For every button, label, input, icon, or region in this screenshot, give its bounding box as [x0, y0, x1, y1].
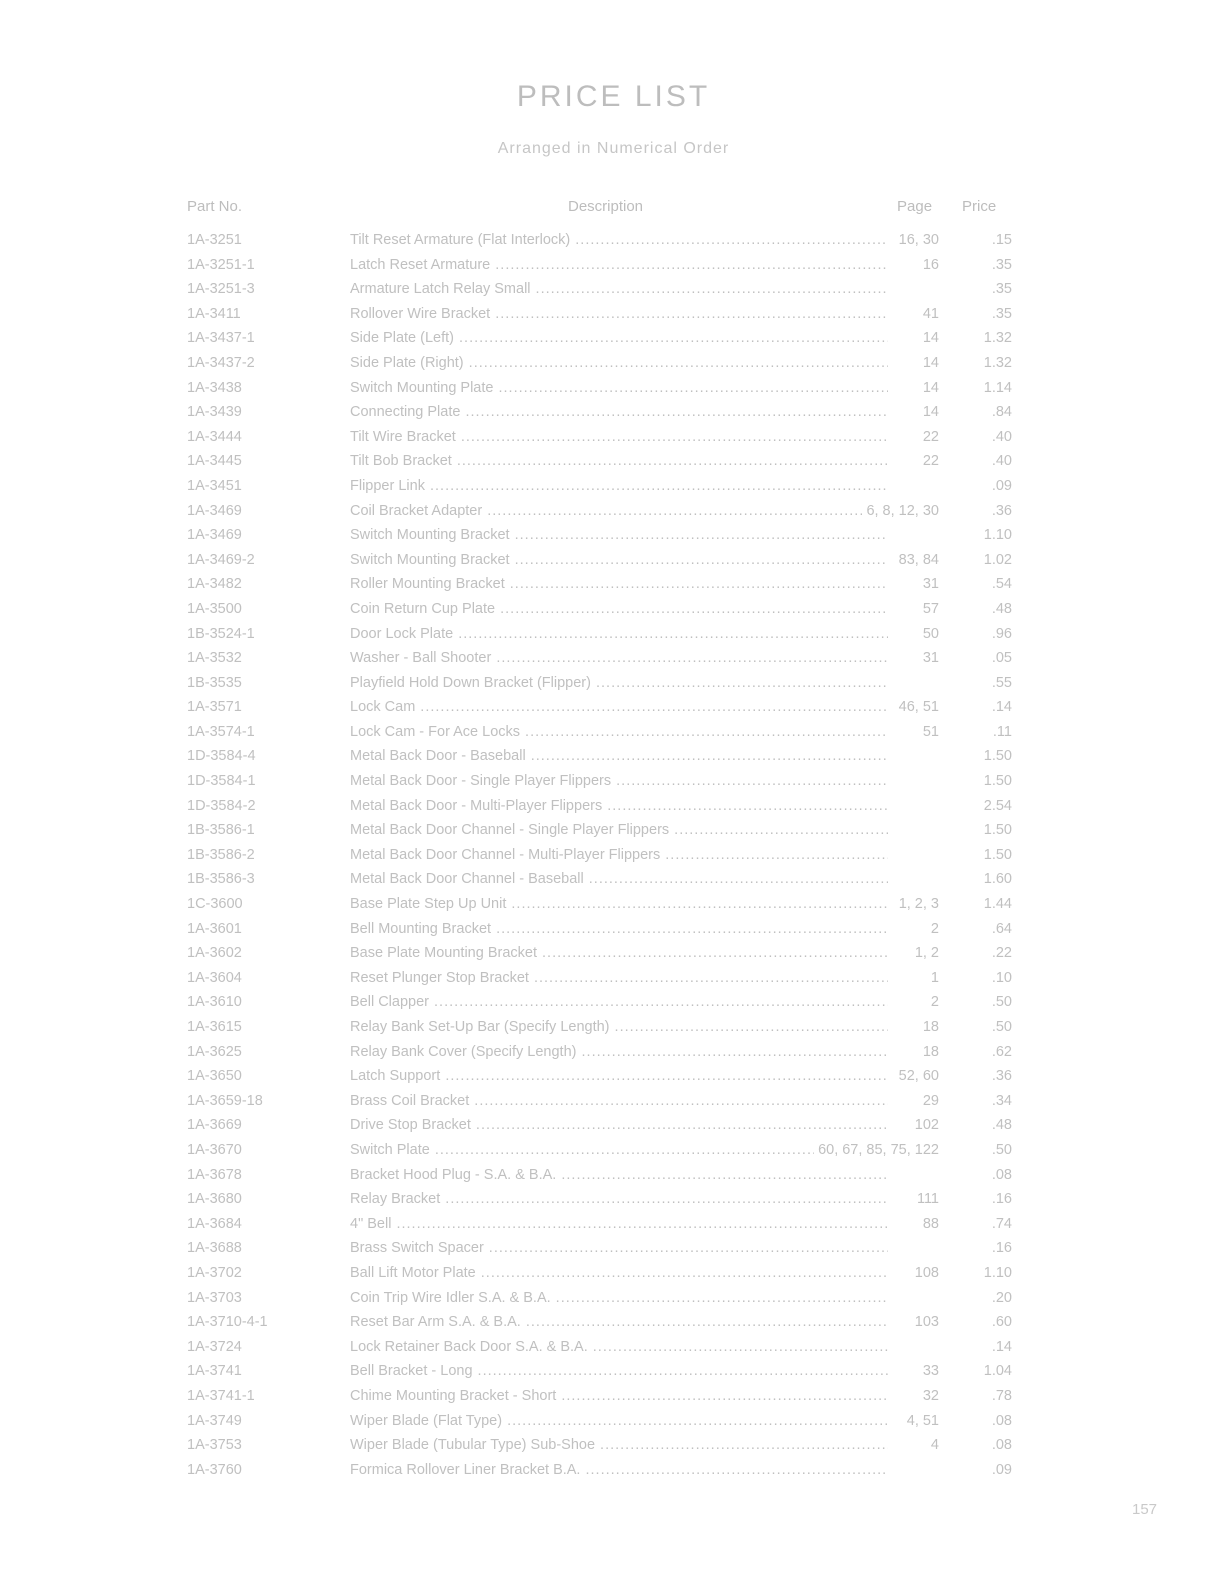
- part-price: .78: [991, 1387, 1012, 1404]
- part-number: 1B-3524-1: [187, 625, 255, 642]
- part-number: 1B-3586-3: [187, 871, 255, 888]
- part-description: Metal Back Door - Multi-Player Flippers .....: [350, 798, 888, 814]
- part-price: .50: [991, 994, 1012, 1011]
- part-price: .50: [991, 1019, 1012, 1035]
- table-row: [0, 355, 1227, 380]
- part-price: .09: [991, 1461, 1012, 1478]
- table-row: [0, 306, 1227, 331]
- part-description: Latch Reset Armature .....: [350, 257, 888, 273]
- table-row: [0, 281, 1227, 306]
- table-row: [0, 822, 1227, 847]
- page-reference: 29: [919, 1093, 939, 1109]
- table-row: [0, 503, 1227, 528]
- part-number: 1A-3724: [187, 1338, 242, 1355]
- table-row: [0, 1388, 1227, 1413]
- page-reference: 41: [919, 306, 939, 322]
- part-number: 1A-3680: [187, 1191, 242, 1208]
- page-reference: 6, 8, 12, 30: [862, 503, 939, 519]
- table-row: [0, 1191, 1227, 1216]
- part-number: 1A-3482: [187, 576, 242, 593]
- table-row: [0, 994, 1227, 1019]
- part-number: 1A-3532: [187, 650, 242, 667]
- part-description: Tilt Bob Bracket .....: [350, 453, 888, 469]
- part-number: 1A-3438: [187, 379, 242, 396]
- part-price: .05: [991, 650, 1012, 667]
- column-header-page: Page: [897, 198, 933, 215]
- part-number: 1A-3703: [187, 1289, 242, 1306]
- table-row: [0, 1068, 1227, 1093]
- part-description: Ball Lift Motor Plate .....: [350, 1265, 888, 1281]
- part-price: .62: [991, 1043, 1012, 1060]
- part-description: Base Plate Step Up Unit .....: [350, 896, 888, 912]
- table-row: [0, 1117, 1227, 1142]
- part-description: Lock Retainer Back Door S.A. & B.A. .....: [350, 1339, 888, 1355]
- part-description: Connecting Plate .....: [350, 404, 888, 420]
- part-description: Switch Mounting Plate .....: [350, 380, 888, 396]
- part-description: Metal Back Door Channel - Multi-Player Flippers .....: [350, 847, 888, 863]
- part-price: .08: [991, 1412, 1012, 1429]
- part-number: 1A-3615: [187, 1019, 242, 1035]
- part-description: Wiper Blade (Flat Type) .....: [350, 1413, 888, 1429]
- part-description: Formica Rollover Liner Bracket B.A. .....: [350, 1462, 888, 1478]
- table-row: [0, 552, 1227, 577]
- part-number: 1A-3749: [187, 1412, 242, 1429]
- part-number: 1A-3469: [187, 502, 242, 519]
- part-number: 1D-3584-2: [187, 797, 256, 814]
- table-row: [0, 650, 1227, 675]
- page-number: 157: [1132, 1501, 1158, 1518]
- part-price: .48: [991, 600, 1012, 617]
- part-description: Rollover Wire Bracket .....: [350, 306, 888, 322]
- part-description: Side Plate (Left) .....: [350, 330, 888, 346]
- part-price: .34: [991, 1092, 1012, 1109]
- page-reference: 2: [927, 994, 939, 1010]
- part-number: 1A-3710-4-1: [187, 1314, 268, 1331]
- page-reference: 46, 51: [895, 699, 939, 715]
- table-row: [0, 330, 1227, 355]
- price-list-table: [0, 232, 1227, 1486]
- part-number: 1A-3760: [187, 1461, 242, 1478]
- part-number: 1A-3500: [187, 600, 242, 617]
- page-reference: 57: [919, 601, 939, 617]
- part-description: Armature Latch Relay Small .....: [350, 281, 888, 297]
- part-number: 1A-3669: [187, 1117, 242, 1134]
- table-row: [0, 921, 1227, 946]
- part-description: Switch Mounting Bracket .....: [350, 552, 888, 568]
- part-description: Flipper Link .....: [350, 478, 888, 494]
- part-description: Reset Plunger Stop Bracket .....: [350, 970, 888, 986]
- table-row: [0, 1437, 1227, 1462]
- part-number: 1B-3535: [187, 674, 242, 691]
- part-number: 1A-3251-1: [187, 256, 255, 273]
- part-price: .55: [991, 674, 1012, 691]
- page-reference: 14: [919, 355, 939, 371]
- page-reference: 103: [911, 1314, 939, 1330]
- page-reference: 1: [927, 970, 939, 986]
- part-number: 1A-3445: [187, 453, 242, 470]
- part-number: 1B-3586-1: [187, 822, 255, 839]
- page-reference: 18: [919, 1019, 939, 1035]
- part-description: Chime Mounting Bracket - Short .....: [350, 1388, 888, 1404]
- part-number: 1A-3702: [187, 1264, 242, 1281]
- part-description: Switch Plate .....: [350, 1142, 888, 1158]
- table-row: [0, 429, 1227, 454]
- part-description: Wiper Blade (Tubular Type) Sub-Shoe .....: [350, 1437, 888, 1453]
- table-row: [0, 232, 1227, 257]
- part-description: Brass Coil Bracket .....: [350, 1093, 888, 1109]
- part-number: 1A-3670: [187, 1141, 242, 1158]
- part-number: 1A-3659-18: [187, 1092, 263, 1109]
- part-description: Playfield Hold Down Bracket (Flipper) .....: [350, 675, 888, 691]
- column-header-part-no: Part No.: [187, 198, 243, 215]
- table-row: [0, 945, 1227, 970]
- part-description: Bell Mounting Bracket .....: [350, 921, 888, 937]
- part-description: Lock Cam .....: [350, 699, 888, 715]
- part-price: .96: [991, 625, 1012, 642]
- page-subtitle: Arranged in Numerical Order: [497, 140, 730, 157]
- part-number: 1A-3688: [187, 1240, 242, 1257]
- part-number: 1A-3601: [187, 920, 242, 937]
- page-reference: 14: [919, 404, 939, 420]
- table-row: [0, 675, 1227, 700]
- part-description: Relay Bracket .....: [350, 1191, 888, 1207]
- page-reference: 14: [919, 380, 939, 396]
- part-price: 1.10: [983, 1264, 1012, 1281]
- part-number: 1A-3604: [187, 969, 242, 986]
- table-row: [0, 970, 1227, 995]
- part-price: 1.50: [983, 773, 1012, 790]
- table-row: [0, 527, 1227, 552]
- page-reference: 111: [913, 1191, 939, 1207]
- table-row: [0, 1290, 1227, 1315]
- part-description: Drive Stop Bracket .....: [350, 1117, 888, 1133]
- table-row: [0, 1142, 1227, 1167]
- part-price: .14: [991, 1338, 1012, 1355]
- part-price: 1.50: [983, 822, 1012, 839]
- part-description: Roller Mounting Bracket .....: [350, 576, 888, 592]
- part-description: Metal Back Door Channel - Single Player Flippers .....: [350, 822, 888, 838]
- part-number: 1A-3741-1: [187, 1387, 255, 1404]
- part-price: 1.60: [983, 871, 1012, 888]
- part-description: Base Plate Mounting Bracket .....: [350, 945, 888, 961]
- table-row: [0, 1413, 1227, 1438]
- table-row: [0, 773, 1227, 798]
- part-price: .08: [991, 1437, 1012, 1454]
- part-price: .54: [991, 576, 1012, 593]
- part-price: .48: [991, 1117, 1012, 1134]
- part-description: Washer - Ball Shooter .....: [350, 650, 888, 666]
- part-description: Lock Cam - For Ace Locks .....: [350, 724, 888, 740]
- part-description: 4" Bell .....: [350, 1216, 888, 1232]
- part-price: .14: [991, 699, 1012, 716]
- part-description: Door Lock Plate .....: [350, 626, 888, 642]
- table-row: [0, 404, 1227, 429]
- page-reference: 60, 67, 85, 75, 122: [814, 1142, 939, 1158]
- part-price: .36: [991, 1068, 1012, 1085]
- part-number: 1A-3451: [187, 477, 242, 494]
- part-number: 1A-3610: [187, 994, 242, 1011]
- table-row: [0, 1314, 1227, 1339]
- part-price: .60: [991, 1314, 1012, 1331]
- part-price: .35: [991, 256, 1012, 273]
- part-number: 1A-3753: [187, 1437, 242, 1454]
- part-price: .08: [991, 1166, 1012, 1183]
- page-reference: 51: [919, 724, 939, 740]
- column-header-row: [0, 198, 1227, 218]
- page-reference: 18: [919, 1044, 939, 1060]
- table-row: [0, 1462, 1227, 1487]
- part-number: 1A-3625: [187, 1043, 242, 1060]
- page-reference: 22: [919, 453, 939, 469]
- part-number: 1A-3251-3: [187, 281, 255, 298]
- part-price: 2.54: [983, 797, 1012, 814]
- page-reference: 31: [919, 576, 939, 592]
- part-price: 1.44: [983, 896, 1012, 913]
- part-description: Brass Switch Spacer .....: [350, 1240, 888, 1256]
- part-number: 1A-3574-1: [187, 723, 255, 740]
- part-description: Reset Bar Arm S.A. & B.A. .....: [350, 1314, 888, 1330]
- table-row: [0, 847, 1227, 872]
- part-number: 1D-3584-1: [187, 773, 256, 790]
- part-number: 1A-3678: [187, 1166, 242, 1183]
- table-row: [0, 1216, 1227, 1241]
- part-number: 1D-3584-4: [187, 748, 256, 765]
- part-price: .74: [991, 1215, 1012, 1232]
- part-number: 1A-3684: [187, 1215, 242, 1232]
- page-reference: 31: [919, 650, 939, 666]
- part-description: Switch Mounting Bracket .....: [350, 527, 888, 543]
- part-description: Tilt Reset Armature (Flat Interlock) .....: [350, 232, 888, 248]
- part-description: Bracket Hood Plug - S.A. & B.A. .....: [350, 1167, 888, 1183]
- part-number: 1A-3444: [187, 428, 242, 445]
- part-number: 1A-3571: [187, 699, 242, 716]
- part-price: .40: [991, 428, 1012, 445]
- part-description: Relay Bank Cover (Specify Length) .....: [350, 1044, 888, 1060]
- page-reference: 4, 51: [903, 1413, 939, 1429]
- page-reference: 22: [919, 429, 939, 445]
- part-number: 1A-3469: [187, 527, 242, 544]
- part-price: 1.10: [983, 527, 1012, 544]
- part-price: .22: [991, 945, 1012, 962]
- page-reference: 4: [927, 1437, 939, 1453]
- table-row: [0, 478, 1227, 503]
- part-number: 1B-3586-2: [187, 846, 255, 863]
- part-description: Latch Support .....: [350, 1068, 888, 1084]
- part-description: Metal Back Door Channel - Baseball .....: [350, 871, 888, 887]
- table-row: [0, 1265, 1227, 1290]
- page-reference: 14: [919, 330, 939, 346]
- page-reference: 1, 2, 3: [895, 896, 939, 912]
- table-row: [0, 576, 1227, 601]
- part-price: .40: [991, 453, 1012, 470]
- part-price: .35: [991, 281, 1012, 298]
- part-description: Bell Bracket - Long .....: [350, 1363, 888, 1379]
- part-price: .11: [992, 723, 1012, 740]
- table-row: [0, 453, 1227, 478]
- table-row: [0, 699, 1227, 724]
- page-reference: 102: [911, 1117, 939, 1133]
- part-number: 1A-3437-1: [187, 330, 255, 347]
- table-row: [0, 871, 1227, 896]
- table-row: [0, 798, 1227, 823]
- table-row: [0, 257, 1227, 282]
- table-row: [0, 1339, 1227, 1364]
- part-price: 1.14: [983, 379, 1012, 396]
- part-number: 1C-3600: [187, 896, 243, 913]
- part-price: .09: [991, 477, 1012, 494]
- part-price: .84: [991, 404, 1012, 421]
- part-description: Metal Back Door - Single Player Flippers .....: [350, 773, 888, 789]
- part-description: Relay Bank Set-Up Bar (Specify Length) .....: [350, 1019, 888, 1035]
- page-reference: 88: [919, 1216, 939, 1232]
- page-reference: 2: [927, 921, 939, 937]
- part-price: .64: [991, 920, 1012, 937]
- part-description: Bell Clapper .....: [350, 994, 888, 1010]
- part-number: 1A-3439: [187, 404, 242, 421]
- part-price: 1.32: [983, 354, 1012, 371]
- table-row: [0, 626, 1227, 651]
- table-row: [0, 1044, 1227, 1069]
- page-reference: 108: [911, 1265, 939, 1281]
- page-reference: 52, 60: [895, 1068, 939, 1084]
- page-reference: 16, 30: [895, 232, 939, 248]
- part-description: Metal Back Door - Baseball .....: [350, 748, 888, 764]
- table-row: [0, 1019, 1227, 1044]
- part-description: Coin Return Cup Plate .....: [350, 601, 888, 617]
- part-price: 1.50: [983, 748, 1012, 765]
- table-row: [0, 1240, 1227, 1265]
- table-row: [0, 896, 1227, 921]
- table-row: [0, 1167, 1227, 1192]
- part-price: .15: [991, 232, 1012, 248]
- page-reference: 83, 84: [895, 552, 939, 568]
- part-number: 1A-3602: [187, 945, 242, 962]
- part-description: Side Plate (Right) .....: [350, 355, 888, 371]
- part-price: .35: [991, 305, 1012, 322]
- table-row: [0, 1093, 1227, 1118]
- page-reference: 33: [919, 1363, 939, 1379]
- part-price: 1.50: [983, 846, 1012, 863]
- page-title: PRICE LIST: [516, 80, 711, 113]
- part-number: 1A-3251: [187, 232, 242, 248]
- table-row: [0, 748, 1227, 773]
- part-number: 1A-3650: [187, 1068, 242, 1085]
- table-row: [0, 724, 1227, 749]
- part-price: .50: [991, 1141, 1012, 1158]
- part-number: 1A-3437-2: [187, 354, 255, 371]
- part-price: 1.02: [983, 551, 1012, 568]
- page-reference: 16: [919, 257, 939, 273]
- table-row: [0, 601, 1227, 626]
- table-row: [0, 380, 1227, 405]
- column-header-price: Price: [962, 198, 997, 215]
- part-description: Coin Trip Wire Idler S.A. & B.A. .....: [350, 1290, 888, 1306]
- table-row: [0, 1363, 1227, 1388]
- part-price: 1.04: [983, 1363, 1012, 1380]
- part-price: .36: [991, 502, 1012, 519]
- page-reference: 1, 2: [911, 945, 939, 961]
- page-reference: 32: [919, 1388, 939, 1404]
- part-number: 1A-3469-2: [187, 551, 255, 568]
- part-price: 1.32: [983, 330, 1012, 347]
- part-price: .20: [991, 1289, 1012, 1306]
- page-reference: 50: [919, 626, 939, 642]
- part-price: .16: [991, 1191, 1012, 1208]
- part-price: .16: [991, 1240, 1012, 1257]
- part-number: 1A-3411: [187, 305, 241, 322]
- part-number: 1A-3741: [187, 1363, 242, 1380]
- column-header-description: Description: [568, 198, 644, 215]
- part-description: Coil Bracket Adapter .....: [350, 503, 888, 519]
- part-price: .10: [991, 969, 1012, 986]
- part-description: Tilt Wire Bracket .....: [350, 429, 888, 445]
